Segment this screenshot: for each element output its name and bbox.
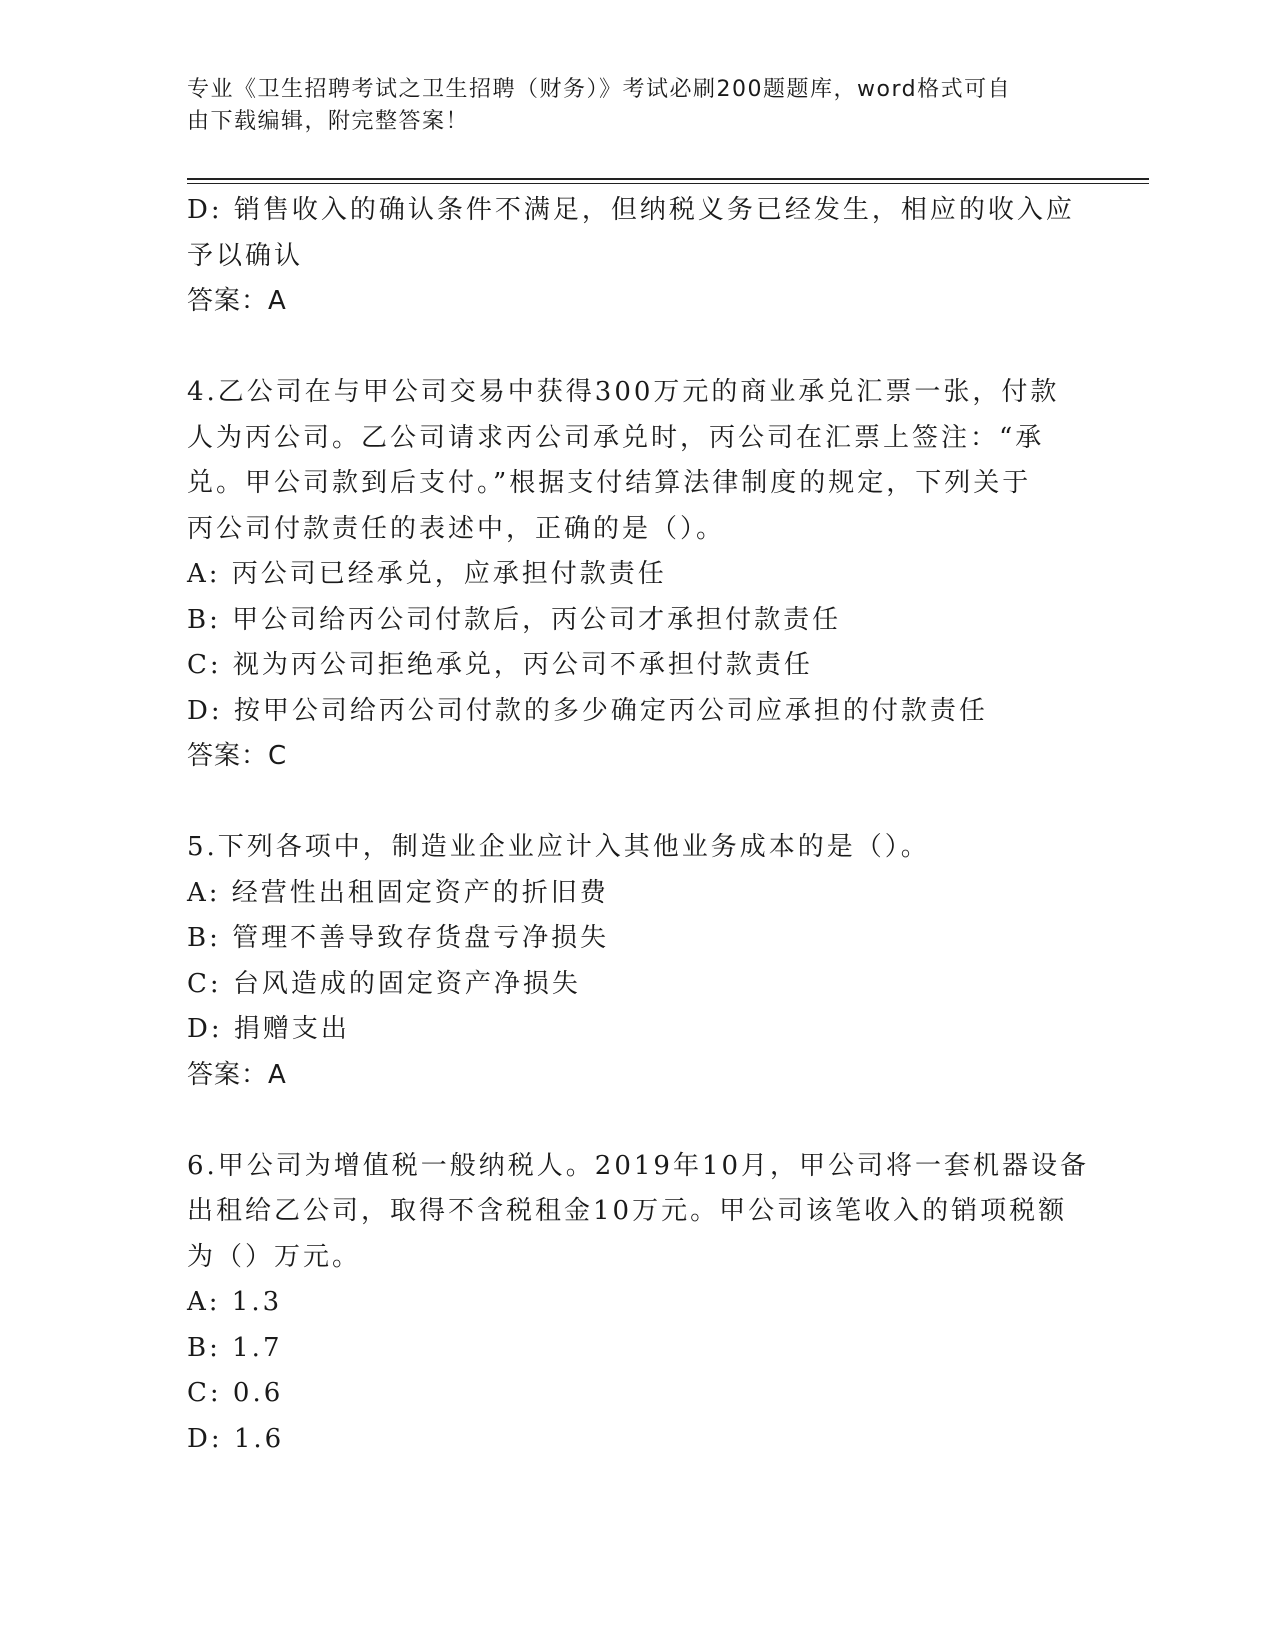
option-b: B: 管理不善导致存货盘亏净损失 bbox=[187, 923, 610, 953]
spacer bbox=[187, 1098, 1087, 1144]
option-a: A: 1.3 bbox=[187, 1287, 283, 1317]
option-d-continued: 予以确认 bbox=[187, 240, 304, 271]
option-d: D: 销售收入的确认条件不满足，但纳税义务已经发生，相应的收入应 bbox=[187, 195, 1075, 225]
option-a: A: 丙公司已经承兑，应承担付款责任 bbox=[187, 559, 667, 589]
option-b: B: 甲公司给丙公司付款后，丙公司才承担付款责任 bbox=[187, 604, 842, 635]
header-line-2: 由下载编辑，附完整答案！ bbox=[187, 109, 470, 134]
question-stem-line: 4.乙公司在与甲公司交易中获得300万元的商业承兑汇票一张，付款 bbox=[187, 377, 1060, 407]
answer: 答案：C bbox=[187, 741, 288, 771]
option-d: D: 捐赠支出 bbox=[187, 1014, 350, 1044]
option-d: D: 1.6 bbox=[187, 1423, 285, 1454]
header-line-1: 专业《卫生招聘考试之卫生招聘（财务）》考试必刷200题题库，word格式可自 bbox=[187, 77, 1012, 102]
page-header bbox=[187, 74, 1067, 138]
question-stem-line: 兑。甲公司款到后支付。”根据支付结算法律制度的规定，下列关于 bbox=[187, 468, 1032, 498]
question-3-tail bbox=[187, 188, 1087, 325]
question-stem-line: 人为丙公司。乙公司请求丙公司承兑时，丙公司在汇票上签注：“承 bbox=[187, 422, 1045, 453]
question-stem-line: 5.下列各项中，制造业企业应计入其他业务成本的是（）。 bbox=[187, 832, 930, 862]
question-stem-line: 6.甲公司为增值税一般纳税人。2019年10月，甲公司将一套机器设备 bbox=[187, 1150, 1090, 1181]
question-4 bbox=[187, 370, 1087, 780]
answer: 答案：A bbox=[187, 286, 287, 316]
spacer bbox=[187, 325, 1087, 371]
question-6 bbox=[187, 1144, 1090, 1463]
option-c: C: 0.6 bbox=[187, 1378, 284, 1408]
option-d: D: 按甲公司给丙公司付款的多少确定丙公司应承担的付款责任 bbox=[187, 695, 988, 726]
document-body bbox=[187, 188, 1090, 1462]
option-c: C: 台风造成的固定资产净损失 bbox=[187, 968, 581, 999]
option-a: A: 经营性出租固定资产的折旧费 bbox=[187, 877, 609, 908]
question-stem-line: 出租给乙公司，取得不含税租金10万元。甲公司该笔收入的销项税额 bbox=[187, 1196, 1068, 1226]
option-b: B: 1.7 bbox=[187, 1332, 283, 1363]
header-divider-thin bbox=[187, 183, 1149, 184]
question-stem-line: 丙公司付款责任的表述中，正确的是（）。 bbox=[187, 513, 726, 544]
question-stem-line: 为（）万元。 bbox=[187, 1241, 362, 1272]
option-c: C: 视为丙公司拒绝承兑，丙公司不承担付款责任 bbox=[187, 650, 813, 680]
question-5 bbox=[187, 825, 1087, 1098]
header-divider-thick bbox=[187, 178, 1149, 180]
answer: 答案：A bbox=[187, 1059, 287, 1090]
spacer bbox=[187, 780, 1087, 826]
